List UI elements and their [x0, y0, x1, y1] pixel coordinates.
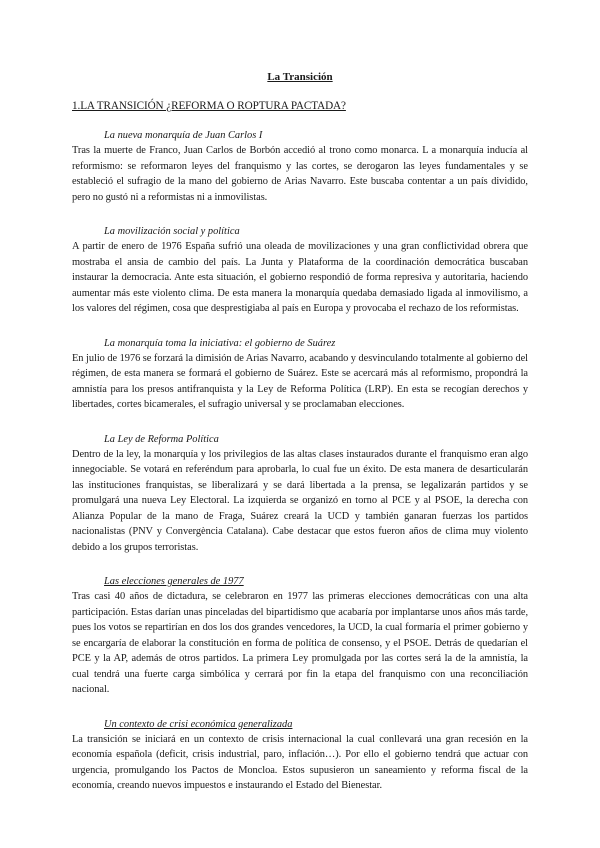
subsection-paragraph: En julio de 1976 se forzará la dimisión de Arias Navarro, acabando y desvinculando totalmente al gobierno del régimen, de esta manera se formará el gobierno de Suárez. Este se acercará más al reformismo, propondrá la amnistía para los presos antifranquista y la Ley de Reforma Política (LRP). En esta se recogían derechos y libertades, cortes bicamerales, el sufragio universal y se proclamaban elecciones. — [72, 352, 528, 410]
subsection-paragraph: Dentro de la ley, la monarquía y los privilegios de las altas clases instaurados durante el franquismo eran algo innegociable. Se votará en referéndum para aprobarla, lo cual fue un éxito. De esta manera de desarticularán las instituciones franquistas, se liberalizará y se dará libertada a la prensa, se legalizarán partidos y se promulgará una nueva Ley Electoral. La izquierda se organizó en torno al PCE y al PSOE, la derecha con Alianza Popular de la mano de Fraga, Suárez creará la UCD y también ganaran fuerzas los partidos nacionalistas (PNV y Convergència Catalana). Cabe destacar que estos fueron años de clima muy violento debido a los grupos terroristas. — [72, 448, 528, 553]
subsection-gobierno-suarez — [72, 337, 528, 413]
subsection-title: La Ley de Reforma Política — [104, 433, 219, 445]
subsection-title: Un contexto de crisi económica generalizada — [104, 718, 293, 730]
subsection-paragraph: A partir de enero de 1976 España sufrió una oleada de movilizaciones y una gran conflictividad obrera que mostraba el ansia de cambio del país. La Junta y Plataforma de la coordinación democrática buscaban instaurar la democracia. Ante esta situación, el gobierno respondió de forma represiva y autoritaria, haciendo aumentar más este violento clima. De esta manera la monarquía quedaba demasiado ligada al inmovilismo, a los valores del régimen, cosa que desprestigiaba al país en Europa y provocaba el rechazo de los reformistas. — [72, 241, 528, 314]
subsection-nueva-monarquia — [72, 129, 528, 205]
subsection-paragraph: La transición se iniciará en un contexto de crisis internacional la cual conllevará una gran recesión en la economía española (deficit, crisis industrial, paro, inflación…). Por ello el gobierno tendrá que actuar con urgencia, promulgando los Pactos de Moncloa. Estos supusieron un saneamiento y reforma fiscal de la economía, creando nuevos impuestos e instaurando el Estado del Bienestar. — [72, 733, 528, 791]
subsection-title: La monarquía toma la iniciativa: el gobierno de Suárez — [104, 337, 336, 349]
subsection-movilizacion-social — [72, 225, 528, 317]
subsection-ley-reforma-politica — [72, 433, 528, 556]
document-page — [72, 70, 528, 814]
subsection-title: La nueva monarquía de Juan Carlos I — [104, 130, 263, 141]
subsection-elecciones-1977 — [72, 575, 528, 698]
document-title: La Transición — [267, 71, 333, 83]
subsection-paragraph: Tras la muerte de Franco, Juan Carlos de Borbón accedió al trono como monarca. L a monarquía inducía al reformismo: se reformaron leyes del franquismo y las cortes, se derogaron las leyes fundamentales y se estableció el sufragio de la mano del gobierno de Arias Navarro. Este buscaba contentar a un país dividido, pero no gustó ni a reformistas ni a inmovilistas. — [72, 145, 528, 203]
subsection-crisis-economica — [72, 718, 528, 794]
section-heading: 1.LA TRANSICIÓN ¿REFORMA O ROPTURA PACTADA? — [72, 100, 346, 112]
subsection-paragraph: Tras casi 40 años de dictadura, se celebraron en 1977 las primeras elecciones democráticas con una alta participación. Estas darían unas pinceladas del bipartidismo que acabaría por implantarse unos años más tarde, pues los votos se repartirían en dos los dos grandes vencedores, la UCD, la cual formaría el primer gobierno y se encargaría de elaborar la constitución en forma de política de consenso, y el PSOE. Detrás de quedarían el PCE y la AP, además de otros partidos. La primera Ley promulgada por las cortes será la de la amnistía, la cual tendrá una fuerte carga simbólica y cerrará por fin la etapa del franquismo con una reconciliación nacional. — [72, 591, 528, 695]
subsection-title: La movilización social y política — [104, 226, 240, 237]
subsection-title: Las elecciones generales de 1977 — [104, 576, 244, 587]
